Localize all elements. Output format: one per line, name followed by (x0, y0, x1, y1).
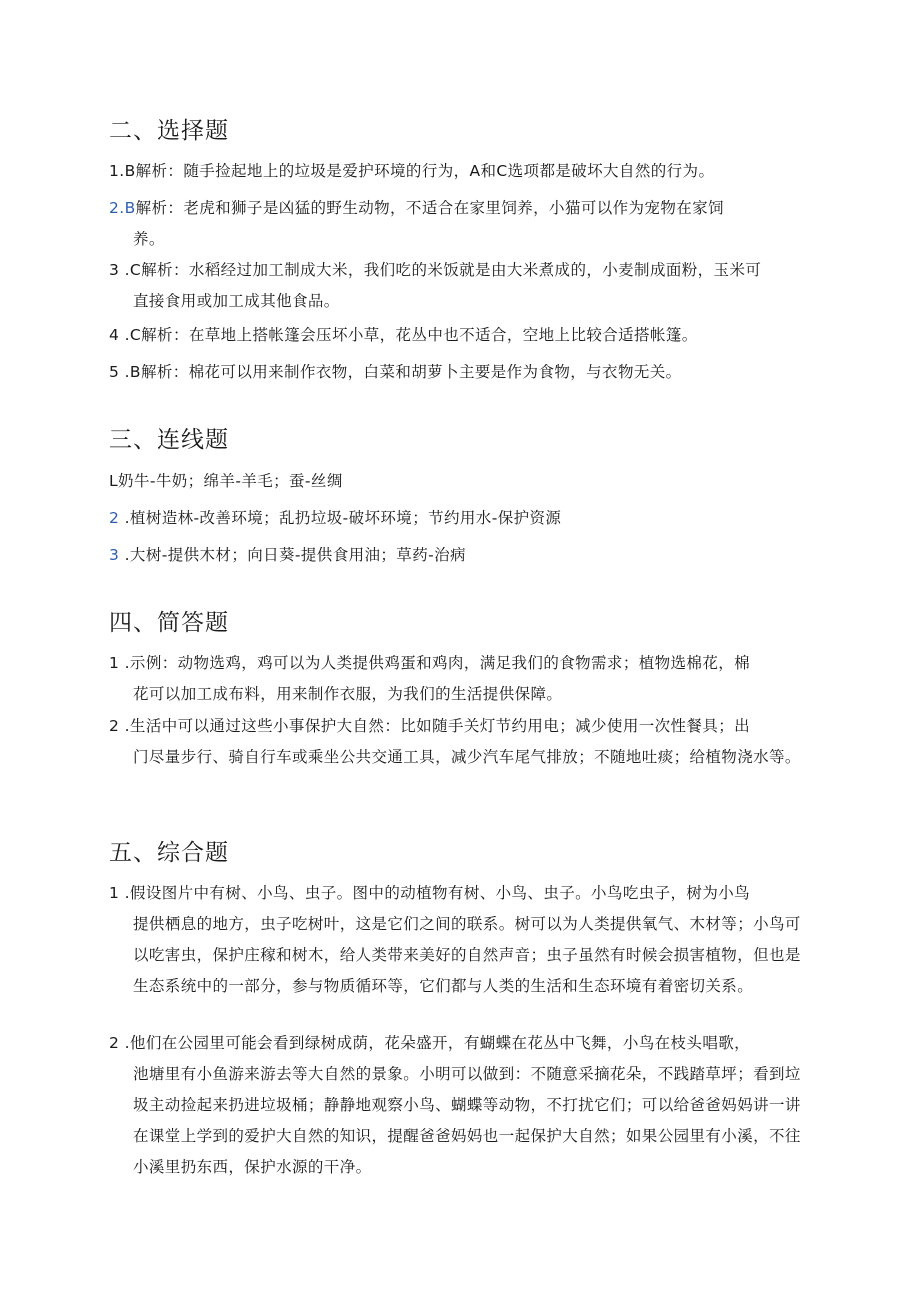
item-text: .大树-提供木材；向日葵-提供食用油；草药-治病 (119, 546, 466, 564)
item-text: .他们在公园里可能会看到绿树成荫，花朵盛开，有蝴蝶在花丛中飞舞，小鸟在枝头唱歌， (119, 1034, 751, 1052)
item-number: 2 (109, 509, 120, 527)
sec2-item-2 (109, 193, 809, 255)
item-text: .植树造林-改善环境；乱扔垃圾-破坏环境；节约用水-保护资源 (119, 509, 562, 527)
item-number: 2 (109, 717, 120, 735)
section-3-title: 三、连线题 (109, 427, 229, 453)
item-text-cont: 池塘里有小鱼游来游去等大自然的景象。小明可以做到：不随意采摘花朵，不践踏草坪；看到垃圾主动捡起来扔进垃圾桶；静静地观察小鸟、蝴蝶等动物，不打扰它们；可以给爸爸妈妈讲一讲在课堂上学到的爱护大自然的知识，提醒爸爸妈妈也一起保护大自然；如果公园里有小溪，不往小溪里扔东西，保护水源的干净。 (133, 1065, 801, 1176)
item-text: .B解析：棉花可以用来制作衣物，白菜和胡萝卜主要是作为食物，与衣物无关。 (119, 363, 682, 381)
sec2-item-4 (109, 320, 809, 351)
sec3-item-1 (109, 466, 809, 497)
item-text: .示例：动物选鸡，鸡可以为人类提供鸡蛋和鸡肉，满足我们的食物需求；植物选棉花，棉 (119, 654, 751, 672)
section-4-title: 四、简答题 (109, 610, 229, 636)
item-number: 1 (109, 654, 120, 672)
item-text-cont: 提供栖息的地方，虫子吃树叶，这是它们之间的联系。树可以为人类提供氧气、木材等；小鸟可以吃害虫，保护庄稼和树木，给人类带来美好的自然声音；虫子虽然有时候会损害植物，但也是生态系统中的一部分，参与物质循环等，它们都与人类的生活和生态环境有着密切关系。 (133, 915, 801, 995)
item-text: 解析：随手捡起地上的垃圾是爱护环境的行为，A和C选项都是破坏大自然的行为。 (135, 162, 715, 180)
sec2-item-3 (109, 255, 809, 317)
item-text-cont: 养。 (133, 230, 165, 248)
item-text: .假设图片中有树、小鸟、虫子。图中的动植物有树、小鸟、虫子。小鸟吃虫子，树为小鸟 (119, 884, 751, 902)
item-number: 4 (109, 326, 120, 344)
sec3-item-2 (109, 503, 809, 534)
item-number: 3 (109, 261, 120, 279)
sec5-item-1 (109, 878, 809, 1002)
item-text: .C解析：水稻经过加工制成大米，我们吃的米饭就是由大米煮成的，小麦制成面粉，玉米可 (119, 261, 762, 279)
item-text: 奶牛-牛奶；绵羊-羊毛；蚕-丝绸 (118, 472, 343, 490)
sec4-item-2 (109, 711, 809, 773)
item-text-cont: 门尽量步行、骑自行车或乘坐公共交通工具，减少汽车尾气排放；不随地吐痰；给植物浇水等。 (133, 748, 801, 766)
item-number: 1 (109, 884, 120, 902)
sec4-item-1 (109, 648, 809, 710)
item-text: .生活中可以通过这些小事保护大自然：比如随手关灯节约用电；减少使用一次性餐具；出 (119, 717, 751, 735)
item-text-cont: 花可以加工成布料，用来制作衣服，为我们的生活提供保障。 (133, 685, 563, 703)
item-text-cont: 直接食用或加工成其他食品。 (133, 292, 340, 310)
item-number: 1.B (109, 162, 136, 180)
sec5-item-2 (109, 1028, 809, 1183)
sec2-item-1 (109, 156, 809, 187)
section-2-title: 二、选择题 (109, 118, 229, 144)
item-text: .C解析：在草地上搭帐篷会压坏小草，花丛中也不适合，空地上比较合适搭帐篷。 (119, 326, 698, 344)
item-number: 5 (109, 363, 120, 381)
sec2-item-5 (109, 357, 809, 388)
item-number: 2 (109, 1034, 120, 1052)
item-number: 3 (109, 546, 120, 564)
item-number: 2.B (109, 199, 136, 217)
item-number: L (109, 472, 119, 490)
section-5-title: 五、综合题 (109, 840, 229, 866)
sec3-item-3 (109, 540, 809, 571)
item-text: 解析：老虎和狮子是凶猛的野生动物，不适合在家里饲养，小猫可以作为宠物在家饲 (135, 199, 724, 217)
